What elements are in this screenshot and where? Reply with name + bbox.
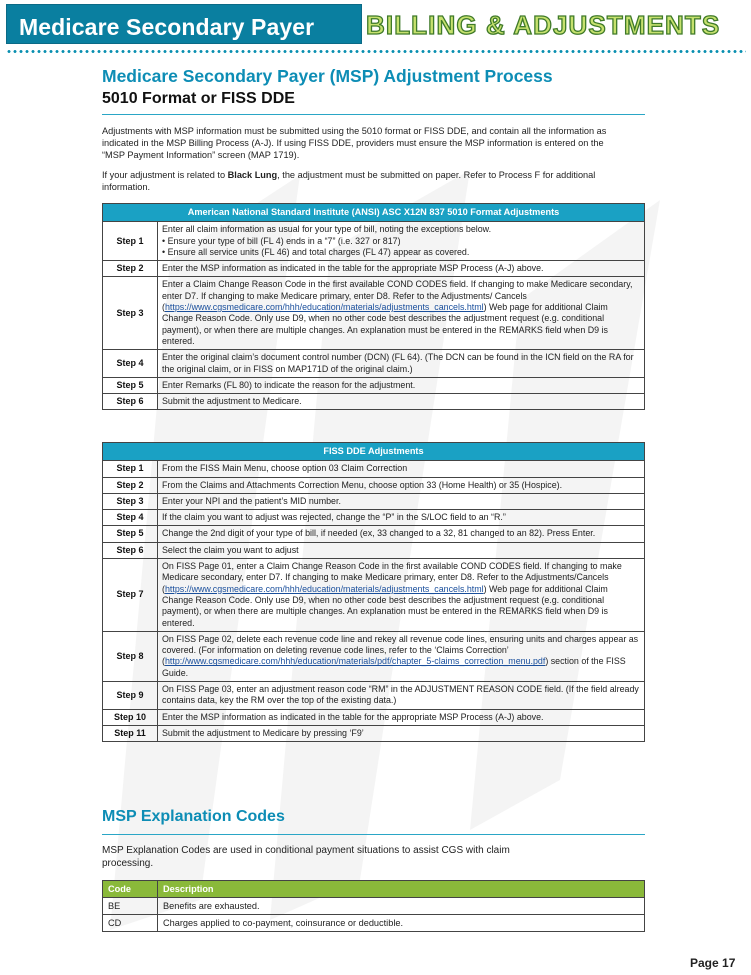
table-row xyxy=(103,510,645,526)
step-label: Step 5 xyxy=(103,526,158,542)
step-label: Step 10 xyxy=(103,709,158,725)
step-label: Step 11 xyxy=(103,725,158,741)
table-row xyxy=(103,350,645,378)
ansi-table-header: American National Standard Institute (ANSI) ASC X12N 837 5010 Format Adjustments xyxy=(103,204,645,222)
step-label: Step 7 xyxy=(103,559,158,632)
step-text: Enter the original claim’s document control number (DCN) (FL 64). (The DCN can be found in the ICN field on the RA for the original claim, or in FISS on MAP171D of the original claim.) xyxy=(158,350,645,378)
black-lung-text-after: , the adjustment must be submitted on paper. Refer to Process F for additional information. xyxy=(102,170,596,193)
black-lung-term: Black Lung xyxy=(227,170,278,180)
table-row xyxy=(103,542,645,558)
description-cell: Charges applied to co-payment, coinsurance or deductible. xyxy=(158,915,645,932)
step-text: On FISS Page 03, enter an adjustment reason code “RM” in the ADJUSTMENT REASON CODE field. (If the field already contains data, key the RM over the top of the existing data.) xyxy=(158,682,645,710)
step-text-before: On FISS Page 01, enter a Claim Change Reason Code in the first available COND CODES field. If changing to make Medicare secondary, enter D7. If changing to make Medicare primary, enter D8. Refer to the Adjustments/Cancels ( xyxy=(162,561,622,594)
step-label: Step 4 xyxy=(103,510,158,526)
step-line: • Ensure your type of bill (FL 4) ends in a “7” (i.e. 327 or 817) xyxy=(162,235,401,246)
step-text: Submit the adjustment to Medicare by pressing ‘F9’ xyxy=(158,725,645,741)
step-text xyxy=(158,277,645,350)
step-text-after: ) Web page for additional Claim Change Reason Code. Only use D9, when no other code best describes the adjustment request (e.g. conditional payment), or when there are multiple changes. An explanation must be entered in the REMARKS field when D9 is entered. xyxy=(162,583,608,628)
claims-correction-link[interactable]: http://www.cgsmedicare.com/hhh/education/materials/pdf/chapter_5-claims_correction_menu.pdf xyxy=(164,656,546,667)
black-lung-paragraph xyxy=(102,169,622,193)
step-text: Enter Remarks (FL 80) to indicate the reason for the adjustment. xyxy=(158,377,645,393)
adjustments-cancels-link[interactable]: https://www.cgsmedicare.com/hhh/education/materials/adjustments_cancels.html xyxy=(164,302,484,313)
step-label: Step 5 xyxy=(103,377,158,393)
step-text-after: ) Web page for additional Claim Change Reason Code. Only use D9, when no other code best describes the adjustment request (e.g. conditional payment), or when there are multiple changes. An explanation must be entered in the REMARKS field when D9 is entered. xyxy=(162,302,608,346)
table-header-row xyxy=(103,881,645,898)
table-row xyxy=(103,261,645,277)
step-text-before: Enter a Claim Change Reason Code in the first available COND CODES field. If changing to make Medicare secondary, enter D7. If changing to make Medicare primary, enter D8. Refer to the Adjustments/ Cancels ( xyxy=(162,279,633,313)
header-left-title: Medicare Secondary Payer xyxy=(19,14,315,40)
explanation-paragraph: MSP Explanation Codes are used in conditional payment situations to assist CGS with claim processing. xyxy=(102,845,510,869)
table-row xyxy=(103,477,645,493)
black-lung-text-before: If your adjustment is related to xyxy=(102,170,228,180)
table-row xyxy=(103,377,645,393)
table-row xyxy=(103,709,645,725)
explanation-codes-table xyxy=(102,880,645,932)
table-row xyxy=(103,559,645,632)
description-column-header: Description xyxy=(158,881,645,898)
step-label: Step 6 xyxy=(103,394,158,410)
table-row xyxy=(103,898,645,915)
step-text: Change the 2nd digit of your type of bill, if needed (ex, 33 changed to a 32, 81 changed to an 82). Press Enter. xyxy=(158,526,645,542)
step-label: Step 2 xyxy=(103,477,158,493)
page-number: Page 17 xyxy=(690,956,736,970)
step-label: Step 1 xyxy=(103,461,158,477)
section-rule xyxy=(102,114,645,115)
step-label: Step 2 xyxy=(103,261,158,277)
adjustments-cancels-link[interactable]: https://www.cgsmedicare.com/hhh/education/materials/adjustments_cancels.html xyxy=(164,583,484,594)
table-row xyxy=(103,277,645,350)
ansi-adjustments-table xyxy=(102,203,645,410)
explanation-rule xyxy=(102,834,645,835)
step-text: If the claim you want to adjust was rejected, change the “P” in the S/LOC field to an “R.” xyxy=(158,510,645,526)
step-label: Step 8 xyxy=(103,631,158,681)
step-text: From the FISS Main Menu, choose option 03 Claim Correction xyxy=(158,461,645,477)
step-text: Enter your NPI and the patient’s MID number. xyxy=(158,493,645,509)
step-text xyxy=(158,222,645,261)
step-text: Submit the adjustment to Medicare. xyxy=(158,394,645,410)
intro-paragraph: Adjustments with MSP information must be submitted using the 5010 format or FISS DDE, and contain all the information as indicated in the MSP Billing Process (A-J). If using FISS DDE, providers must ensure the MSP information is entered on the “MSP Payment Information” screen (MAP 1719). xyxy=(102,126,607,161)
step-label: Step 4 xyxy=(103,350,158,378)
description-cell: Benefits are exhausted. xyxy=(158,898,645,915)
step-label: Step 9 xyxy=(103,682,158,710)
step-text: From the Claims and Attachments Correction Menu, choose option 33 (Home Health) or 35 (Hospice). xyxy=(158,477,645,493)
table-row xyxy=(103,631,645,681)
step-label: Step 1 xyxy=(103,222,158,261)
step-text: Enter the MSP information as indicated in the table for the appropriate MSP Process (A-J) above. xyxy=(158,709,645,725)
section-title: Medicare Secondary Payer (MSP) Adjustment Process xyxy=(102,66,553,86)
step-text-after: ) section of the FISS Guide. xyxy=(162,656,626,678)
step-text-before: On FISS Page 02, delete each revenue code line and rekey all revenue code lines, ensuring units and charges appear as covered. (For information on deleting revenue code lines, refer to the ‘Claims Correction’ ( xyxy=(162,633,639,667)
table-row xyxy=(103,915,645,932)
step-text xyxy=(158,559,645,632)
header-dotted-divider xyxy=(6,49,746,54)
header-banner xyxy=(6,4,362,44)
header-right-title: BILLING & ADJUSTMENTS xyxy=(366,10,721,40)
step-label: Step 3 xyxy=(103,493,158,509)
code-cell: BE xyxy=(103,898,158,915)
fiss-table-header: FISS DDE Adjustments xyxy=(103,443,645,461)
table-row xyxy=(103,682,645,710)
explanation-codes-title: MSP Explanation Codes xyxy=(102,808,285,825)
step-line: Enter all claim information as usual for your type of bill, noting the exceptions below. xyxy=(162,224,492,235)
code-cell: CD xyxy=(103,915,158,932)
step-label: Step 3 xyxy=(103,277,158,350)
section-subtitle: 5010 Format or FISS DDE xyxy=(102,90,295,107)
table-row xyxy=(103,461,645,477)
table-row xyxy=(103,493,645,509)
table-row xyxy=(103,222,645,261)
step-line: • Ensure all service units (FL 46) and total charges (FL 47) appear as covered. xyxy=(162,246,470,257)
table-row xyxy=(103,725,645,741)
step-text xyxy=(158,631,645,681)
step-text: Select the claim you want to adjust xyxy=(158,542,645,558)
step-text: Enter the MSP information as indicated in the table for the appropriate MSP Process (A-J) above. xyxy=(158,261,645,277)
fiss-dde-adjustments-table xyxy=(102,442,645,742)
step-label: Step 6 xyxy=(103,542,158,558)
table-row xyxy=(103,526,645,542)
code-column-header: Code xyxy=(103,881,158,898)
table-row xyxy=(103,394,645,410)
